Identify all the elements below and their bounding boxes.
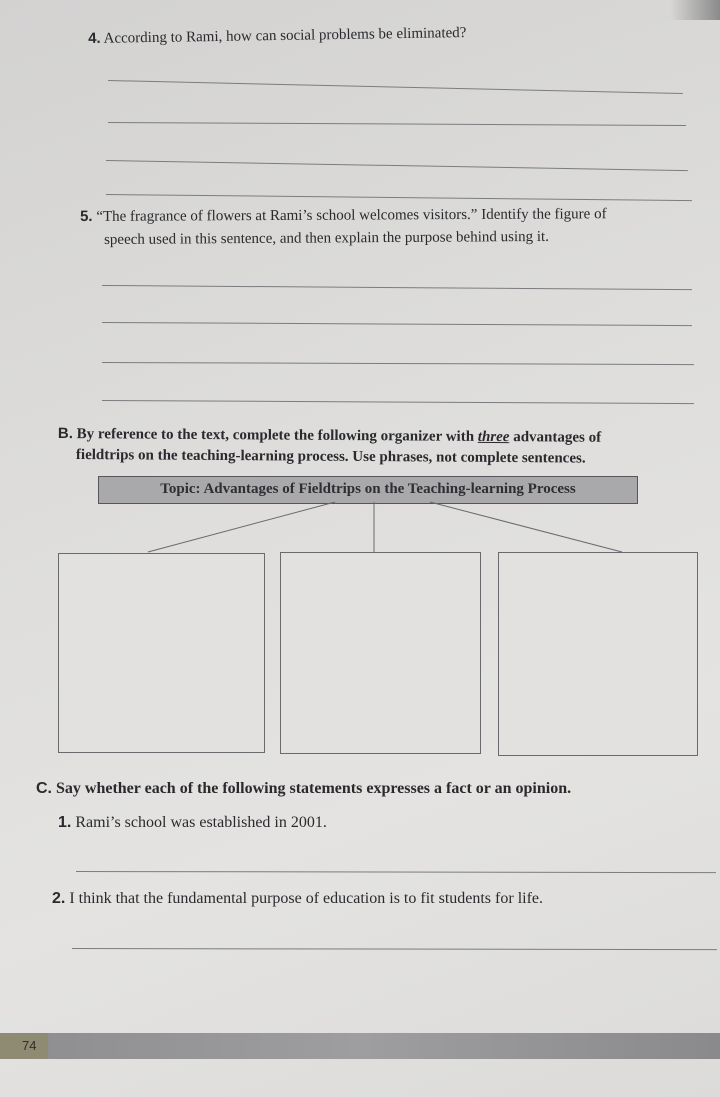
statement-2-number: 2. xyxy=(52,890,66,907)
section-b-line-2: fieldtrips on the teaching-learning process. Use phrases, not complete sentences. xyxy=(75,447,586,467)
question-4-text: According to Rami, how can social problems be eliminated? xyxy=(103,25,467,47)
statement-1-text: Rami’s school was established in 2001. xyxy=(75,814,327,831)
connector-right xyxy=(430,502,622,552)
section-c-letter: C. xyxy=(36,780,52,797)
statement-1 xyxy=(58,814,327,832)
statement-2 xyxy=(52,890,543,908)
section-b-emphasis: three xyxy=(477,428,510,446)
footer-bar xyxy=(0,1033,720,1059)
statement-2-text: I think that the fundamental purpose of education is to fit students for life. xyxy=(69,890,544,907)
advantage-box-1[interactable] xyxy=(58,553,265,753)
question-4-number: 4. xyxy=(88,29,101,47)
section-c-instruction xyxy=(36,780,571,798)
section-b-letter: B. xyxy=(57,425,73,443)
section-b-line-1: By reference to the text, complete the following organizer with xyxy=(76,426,478,445)
advantage-box-3[interactable] xyxy=(498,552,698,756)
question-5-line-2: speech used in this sentence, and then explain the purpose behind using it. xyxy=(104,228,550,248)
advantage-box-2[interactable] xyxy=(280,552,481,754)
question-5-line-1: “The fragrance of flowers at Rami’s school welcomes visitors.” Identify the figure of xyxy=(96,206,607,225)
connector-left xyxy=(148,502,335,552)
section-b-line-1-end: advantages of xyxy=(509,429,602,446)
section-c-text: Say whether each of the following statements expresses a fact or an opinion. xyxy=(56,780,572,797)
question-5-number: 5. xyxy=(80,207,93,225)
organizer-topic: Topic: Advantages of Fieldtrips on the Teaching-learning Process xyxy=(98,476,638,504)
statement-1-number: 1. xyxy=(58,814,72,831)
page-number: 74 xyxy=(0,1033,48,1059)
